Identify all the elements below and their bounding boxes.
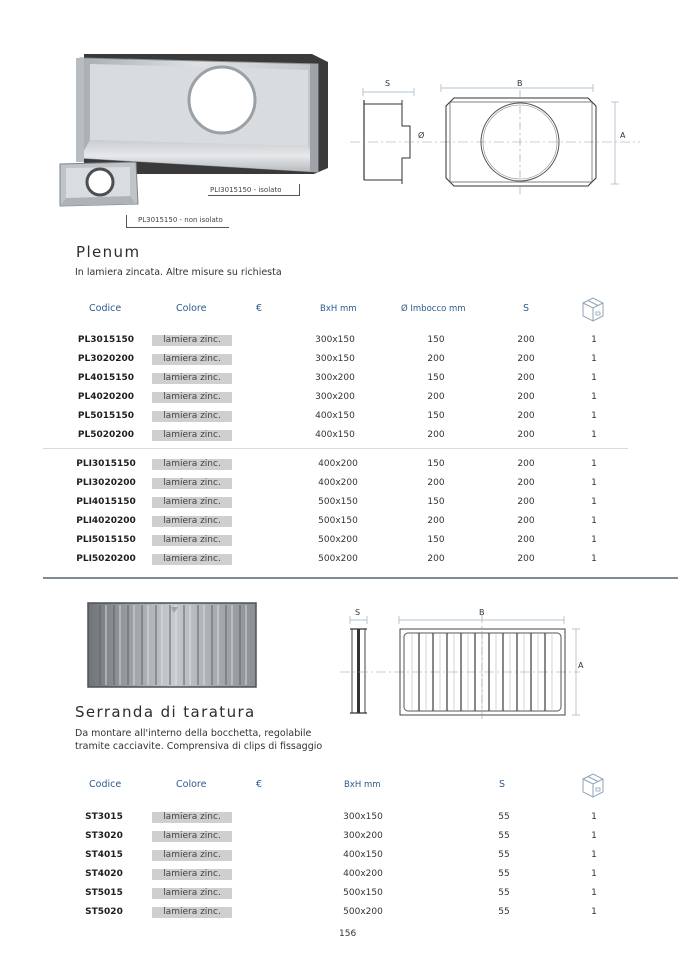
- plenum-title: Plenum: [76, 243, 141, 261]
- cell-imbocco: 200: [427, 516, 445, 526]
- table-row: [0, 810, 678, 829]
- table-row: [0, 409, 678, 428]
- cell-bxh: 300x150: [343, 812, 383, 822]
- serranda-drawing-label-b: B: [479, 608, 485, 617]
- cell-imbocco: 200: [427, 554, 445, 564]
- cell-bxh: 300x200: [315, 392, 355, 402]
- table-row: [0, 333, 678, 352]
- cell-bxh: 400x200: [318, 459, 358, 469]
- cell-colore: lamiera zinc.: [152, 373, 232, 384]
- header-codice: Codice: [89, 779, 122, 790]
- cell-qty: 1: [591, 478, 597, 488]
- cell-codice: PLI5020200: [76, 554, 136, 564]
- cell-s: 200: [517, 535, 535, 545]
- cell-s: 55: [498, 831, 510, 841]
- cell-colore: lamiera zinc.: [152, 869, 232, 880]
- cell-s: 200: [517, 459, 535, 469]
- cell-s: 200: [517, 497, 535, 507]
- cell-bxh: 500x200: [343, 907, 383, 917]
- cell-qty: 1: [591, 335, 597, 345]
- cell-qty: 1: [591, 907, 597, 917]
- cell-codice: PL5015150: [77, 411, 135, 421]
- cell-imbocco: 200: [427, 430, 445, 440]
- cell-codice: ST5015: [85, 888, 123, 898]
- plenum-photo-isolato: [72, 48, 332, 178]
- cell-codice: PL5020200: [77, 430, 135, 440]
- cell-qty: 1: [591, 850, 597, 860]
- cell-colore: lamiera zinc.: [152, 478, 232, 489]
- cell-bxh: 500x200: [318, 554, 358, 564]
- table-row: [0, 495, 678, 514]
- section-divider: [43, 577, 678, 579]
- cell-colore: lamiera zinc.: [152, 812, 232, 823]
- cell-codice: PLI3020200: [76, 478, 136, 488]
- caption-isolato: PLI3015150 - isolato: [210, 186, 282, 194]
- table-row: [0, 390, 678, 409]
- cell-imbocco: 150: [427, 535, 445, 545]
- cell-codice: PLI5015150: [76, 535, 136, 545]
- cell-qty: 1: [591, 831, 597, 841]
- serranda-description-line1: Da montare all'interno della bocchetta, regolabile: [75, 728, 312, 739]
- cell-qty: 1: [591, 459, 597, 469]
- cell-colore: lamiera zinc.: [152, 888, 232, 899]
- table-row: [0, 848, 678, 867]
- cell-codice: PL3015150: [77, 335, 135, 345]
- cell-imbocco: 150: [427, 373, 445, 383]
- cell-colore: lamiera zinc.: [152, 831, 232, 842]
- cell-bxh: 400x200: [318, 478, 358, 488]
- cell-qty: 1: [591, 411, 597, 421]
- cell-codice: PLI4015150: [76, 497, 136, 507]
- cell-s: 200: [517, 516, 535, 526]
- cell-codice: PLI3015150: [76, 459, 136, 469]
- package-box-icon: [579, 295, 607, 323]
- cell-colore: lamiera zinc.: [152, 411, 232, 422]
- cell-codice: PL4020200: [77, 392, 135, 402]
- page-number: 156: [339, 929, 357, 939]
- cell-imbocco: 150: [427, 459, 445, 469]
- cell-s: 200: [517, 392, 535, 402]
- serranda-drawing-label-s: S: [355, 608, 361, 617]
- cell-qty: 1: [591, 392, 597, 402]
- plenum-drawing-label-diameter: Ø: [418, 131, 425, 140]
- cell-colore: lamiera zinc.: [152, 459, 232, 470]
- cell-qty: 1: [591, 812, 597, 822]
- cell-qty: 1: [591, 430, 597, 440]
- cell-s: 200: [517, 478, 535, 488]
- cell-codice: ST3015: [85, 812, 123, 822]
- cell-codice: ST4020: [85, 869, 123, 879]
- caption-non-isolato-bracket: [126, 227, 229, 228]
- header-bxh: BxH mm: [344, 780, 381, 790]
- table-row: [0, 905, 678, 924]
- cell-s: 55: [498, 869, 510, 879]
- cell-s: 200: [517, 411, 535, 421]
- plenum-drawing-label-s: S: [385, 79, 391, 88]
- cell-qty: 1: [591, 869, 597, 879]
- cell-codice: ST5020: [85, 907, 123, 917]
- header-s: S: [499, 779, 506, 790]
- cell-colore: lamiera zinc.: [152, 430, 232, 441]
- table-row: [0, 371, 678, 390]
- cell-s: 200: [517, 354, 535, 364]
- cell-codice: PL4015150: [77, 373, 135, 383]
- cell-bxh: 300x200: [315, 373, 355, 383]
- cell-codice: ST4015: [85, 850, 123, 860]
- caption-non-isolato-bracket-tick: [126, 215, 127, 227]
- header-prezzo: €: [256, 303, 263, 314]
- cell-qty: 1: [591, 373, 597, 383]
- table-row: [0, 829, 678, 848]
- plenum-technical-drawing: [350, 72, 640, 197]
- cell-colore: lamiera zinc.: [152, 354, 232, 365]
- plenum-description: In lamiera zincata. Altre misure su richiesta: [75, 267, 282, 278]
- cell-colore: lamiera zinc.: [152, 497, 232, 508]
- cell-colore: lamiera zinc.: [152, 392, 232, 403]
- cell-bxh: 300x150: [315, 354, 355, 364]
- cell-bxh: 300x200: [343, 831, 383, 841]
- cell-bxh: 300x150: [315, 335, 355, 345]
- cell-qty: 1: [591, 497, 597, 507]
- cell-qty: 1: [591, 554, 597, 564]
- cell-s: 200: [517, 430, 535, 440]
- cell-colore: lamiera zinc.: [152, 535, 232, 546]
- table-row: [0, 552, 678, 571]
- cell-bxh: 500x150: [318, 497, 358, 507]
- caption-non-isolato: PL3015150 - non isolato: [138, 216, 223, 224]
- cell-bxh: 500x200: [318, 535, 358, 545]
- caption-isolato-bracket-tick: [299, 184, 300, 196]
- package-box-icon: [579, 771, 607, 799]
- cell-imbocco: 150: [427, 335, 445, 345]
- cell-s: 55: [498, 888, 510, 898]
- table-row: [0, 428, 678, 447]
- cell-codice: PL3020200: [77, 354, 135, 364]
- cell-s: 200: [517, 554, 535, 564]
- caption-isolato-bracket: [208, 195, 300, 196]
- cell-colore: lamiera zinc.: [152, 850, 232, 861]
- cell-codice: PLI4020200: [76, 516, 136, 526]
- header-prezzo: €: [256, 779, 263, 790]
- table-row: [0, 886, 678, 905]
- cell-codice: ST3020: [85, 831, 123, 841]
- header-codice: Codice: [89, 303, 122, 314]
- header-imbocco: Ø Imbocco mm: [401, 304, 466, 314]
- cell-qty: 1: [591, 888, 597, 898]
- cell-bxh: 400x150: [343, 850, 383, 860]
- table-row: [0, 867, 678, 886]
- cell-s: 55: [498, 850, 510, 860]
- serranda-title: Serranda di taratura: [75, 703, 256, 721]
- cell-s: 200: [517, 373, 535, 383]
- cell-qty: 1: [591, 535, 597, 545]
- cell-colore: lamiera zinc.: [152, 907, 232, 918]
- cell-bxh: 400x200: [343, 869, 383, 879]
- plenum-photo-non-isolato: [56, 160, 140, 210]
- header-colore: Colore: [176, 303, 207, 314]
- serranda-technical-drawing: [340, 605, 600, 720]
- header-s: S: [523, 303, 530, 314]
- plenum-drawing-label-a: A: [620, 131, 626, 140]
- table-row: [0, 352, 678, 371]
- group-divider: [43, 448, 628, 449]
- cell-bxh: 500x150: [318, 516, 358, 526]
- cell-bxh: 500x150: [343, 888, 383, 898]
- plenum-drawing-label-b: B: [517, 79, 523, 88]
- header-colore: Colore: [176, 779, 207, 790]
- serranda-description-line2: tramite cacciavite. Comprensiva di clips di fissaggio: [75, 741, 323, 752]
- table-row: [0, 476, 678, 495]
- cell-qty: 1: [591, 516, 597, 526]
- serranda-photo: [86, 601, 258, 689]
- cell-bxh: 400x150: [315, 411, 355, 421]
- cell-imbocco: 200: [427, 392, 445, 402]
- table-row: [0, 457, 678, 476]
- cell-imbocco: 200: [427, 478, 445, 488]
- cell-s: 55: [498, 812, 510, 822]
- cell-colore: lamiera zinc.: [152, 335, 232, 346]
- serranda-drawing-label-a: A: [578, 661, 584, 670]
- cell-colore: lamiera zinc.: [152, 516, 232, 527]
- cell-imbocco: 150: [427, 411, 445, 421]
- cell-colore: lamiera zinc.: [152, 554, 232, 565]
- cell-s: 55: [498, 907, 510, 917]
- cell-imbocco: 200: [427, 354, 445, 364]
- cell-qty: 1: [591, 354, 597, 364]
- table-row: [0, 514, 678, 533]
- cell-bxh: 400x150: [315, 430, 355, 440]
- cell-s: 200: [517, 335, 535, 345]
- table-row: [0, 533, 678, 552]
- cell-imbocco: 150: [427, 497, 445, 507]
- header-bxh: BxH mm: [320, 304, 357, 314]
